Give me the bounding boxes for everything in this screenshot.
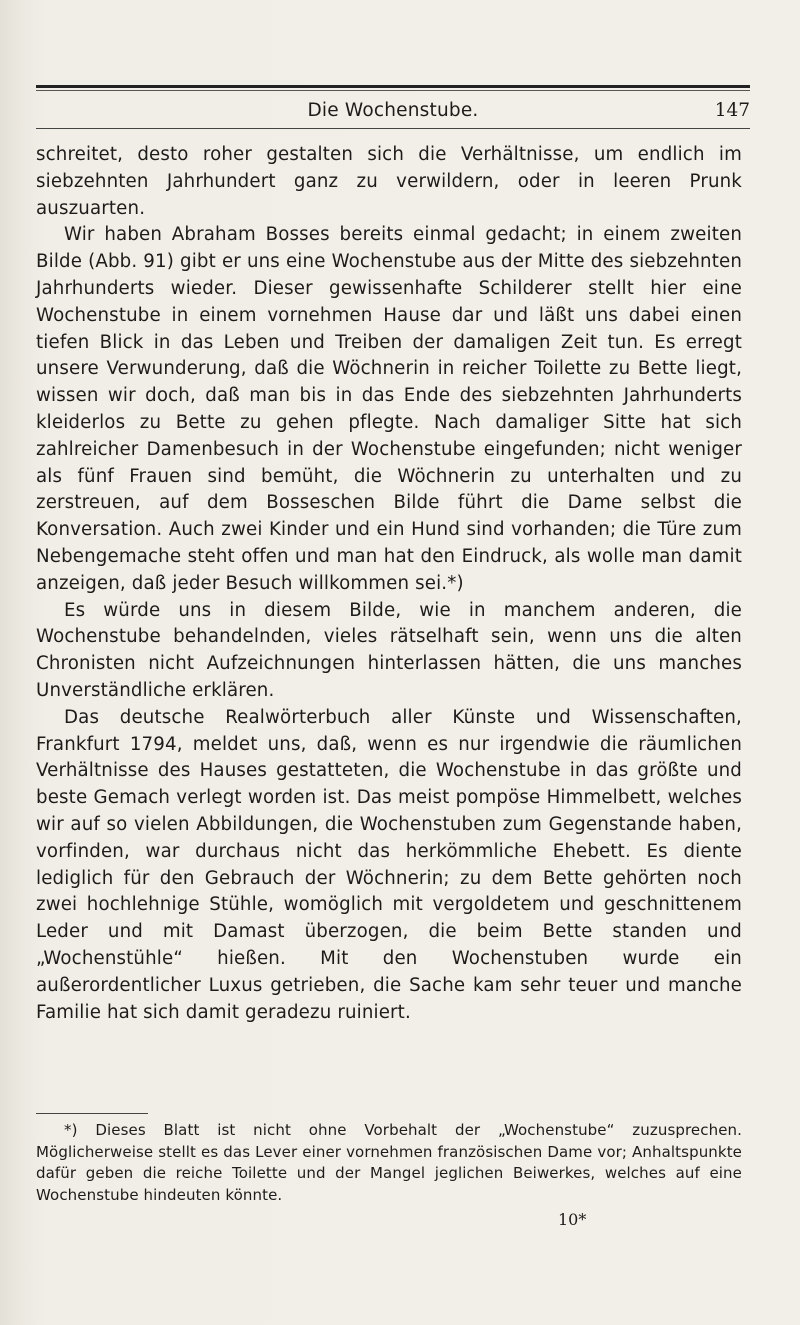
sheet-signature: 10*	[558, 1210, 587, 1229]
paragraph: Es würde uns in diesem Bilde, wie in manchem anderen, die Wochenstube behandelnden, vieles rätselhaft sein, wenn uns die alten Chronisten nicht Aufzeichnungen hinterlassen hätten, die uns manches Unverständliche erklären.	[36, 599, 742, 701]
running-header	[36, 98, 750, 124]
body-text	[36, 142, 742, 1026]
footnote: *) Dieses Blatt ist nicht ohne Vorbehalt der „Wochenstube“ zuzusprechen. Möglicherweise stellt es das Lever einer vornehmen französischen Dame vor; Anhaltspunkte dafür geben die reiche Toilette und der Mangel jeglichen Beiwerkes, welches auf eine Wochenstube hindeuten könnte.	[36, 1121, 742, 1204]
top-rule	[36, 85, 750, 88]
top-rule-thin	[36, 90, 750, 91]
footnote-rule	[36, 1113, 148, 1114]
header-rule	[36, 128, 750, 129]
running-title: Die Wochenstube.	[307, 100, 479, 121]
page-number: 147	[714, 100, 750, 121]
paragraph: Wir haben Abraham Bosses bereits einmal gedacht; in einem zweiten Bilde (Abb. 91) gibt er uns eine Wochenstube aus der Mitte des siebzehnten Jahrhunderts wieder. Dieser gewissenhafte Schilderer stellt hier eine Wochenstube in einem vornehmen Hause dar und läßt uns dabei einen tiefen Blick in das Leben und Treiben der damaligen Zeit tun. Es erregt unsere Verwunderung, daß die Wöchnerin in reicher Toilette zu Bette liegt, wissen wir doch, daß man bis in das Ende des siebzehnten Jahrhunderts kleiderlos zu Bette zu gehen pflegte. Nach damaliger Sitte hat sich zahlreicher Damenbesuch in der Wochenstube eingefunden; nicht weniger als fünf Frauen sind bemüht, die Wöchnerin zu unterhalten und zu zerstreuen, auf dem Bosseschen Bilde führt die Dame selbst die Konversation. Auch zwei Kinder und ein Hund sind vorhanden; die Türe zum Nebengemache steht offen und man hat den Eindruck, als wolle man damit anzeigen, daß jeder Besuch willkommen sei.*)	[36, 224, 742, 594]
paragraph: Das deutsche Realwörterbuch aller Künste und Wissenschaften, Frankfurt 1794, meldet uns, daß, wenn es nur irgendwie die räumlichen Verhältnisse des Hauses gestatteten, die Wochenstube in das größte und beste Gemach verlegt worden ist. Das meist pompöse Himmelbett, welches wir auf so vielen Abbildungen, die Wochenstuben zum Gegenstande haben, vorfinden, war durchaus nicht das herkömmliche Ehebett. Es diente lediglich für den Gebrauch der Wöchnerin; zu dem Bette gehörten noch zwei hochlehnige Stühle, womöglich mit vergoldetem und geschnittenem Leder und mit Damast überzogen, die beim Bette standen und „Wochenstühle“ hießen. Mit den Wochenstuben wurde ein außerordentlicher Luxus getrieben, die Sache kam sehr teuer und manche Familie hat sich damit geradezu ruiniert.	[36, 706, 742, 1023]
paragraph: schreitet, desto roher gestalten sich die Verhältnisse, um endlich im siebzehnten Jahrhundert ganz zu verwildern, oder in leeren Prunk auszuarten.	[36, 144, 742, 219]
